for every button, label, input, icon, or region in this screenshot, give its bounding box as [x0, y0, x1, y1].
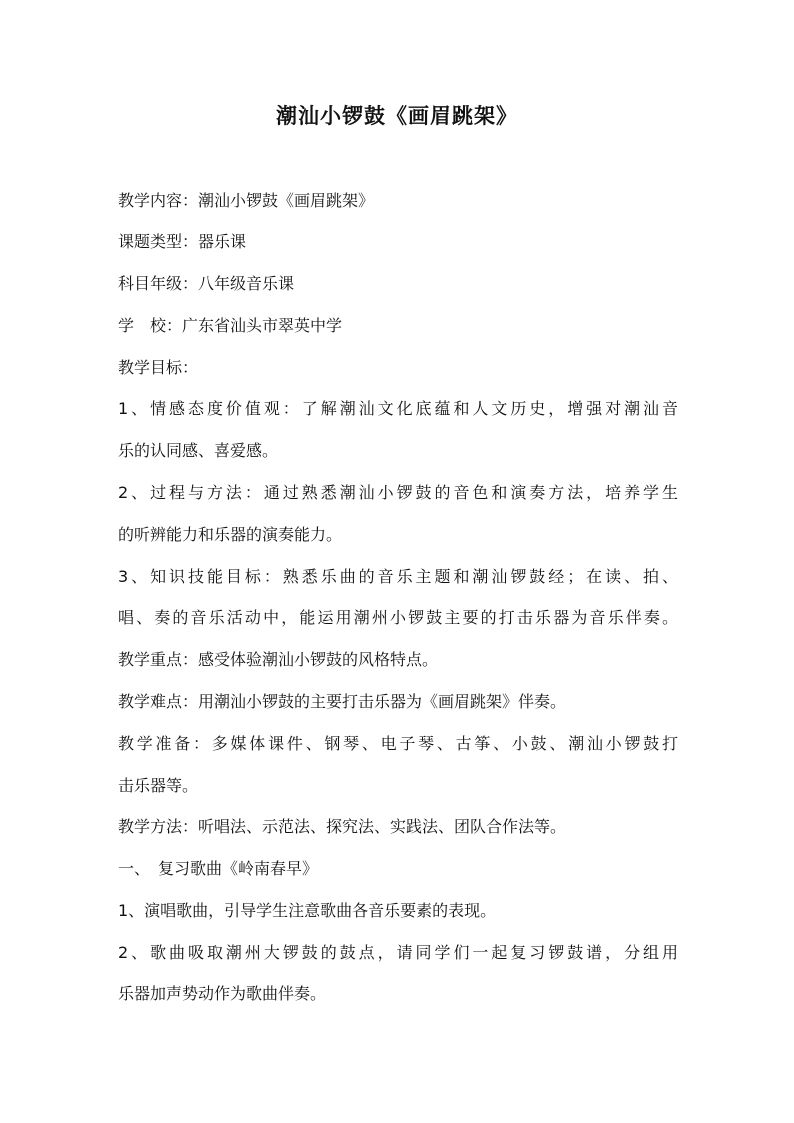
line-objectives-heading: 教学目标：: [118, 358, 199, 377]
line-preparation-b: 击乐器等。: [118, 776, 199, 795]
line-section-one: 一、 复习歌曲《岭南春早》: [118, 859, 319, 878]
line-objective-3b: 唱、奏的音乐活动中，能运用潮州小锣鼓主要的打击乐器为音乐伴奏。: [118, 608, 678, 627]
line-difficulty: 教学难点：用潮汕小锣鼓的主要打击乐器为《画眉跳架》伴奏。: [118, 692, 567, 711]
line-subject-grade: 科目年级：八年级音乐课: [118, 274, 295, 293]
line-methods: 教学方法：听唱法、示范法、探究法、实践法、团队合作法等。: [118, 817, 567, 836]
document-title: 潮汕小锣鼓《画眉跳架》: [276, 104, 518, 128]
line-key-point: 教学重点：感受体验潮汕小锣鼓的风格特点。: [118, 650, 439, 669]
line-step-2a: 2、歌曲吸取潮州大锣鼓的鼓点，请同学们一起复习锣鼓谱，分组用: [118, 943, 678, 962]
line-preparation-a: 教学准备：多媒体课件、钢琴、电子琴、古筝、小鼓、潮汕小锣鼓打: [118, 734, 678, 753]
line-teaching-content: 教学内容：潮汕小锣鼓《画眉跳架》: [118, 191, 375, 210]
line-objective-3a: 3、知识技能目标：熟悉乐曲的音乐主题和潮汕锣鼓经；在读、拍、: [118, 567, 678, 586]
line-school: 学 校：广东省汕头市翠英中学: [118, 316, 343, 335]
line-step-2b: 乐器加声势动作为歌曲伴奏。: [118, 984, 327, 1003]
line-objective-2b: 的听辨能力和乐器的演奏能力。: [118, 525, 343, 544]
line-objective-1b: 乐的认同感、喜爱感。: [118, 441, 279, 460]
line-step-1: 1、演唱歌曲，引导学生注意歌曲各音乐要素的表现。: [118, 901, 497, 920]
line-objective-1a: 1、情感态度价值观：了解潮汕文化底蕴和人文历史，增强对潮汕音: [118, 399, 678, 418]
line-objective-2a: 2、过程与方法：通过熟悉潮汕小锣鼓的音色和演奏方法，培养学生: [118, 483, 678, 502]
line-lesson-type: 课题类型：器乐课: [118, 232, 247, 251]
